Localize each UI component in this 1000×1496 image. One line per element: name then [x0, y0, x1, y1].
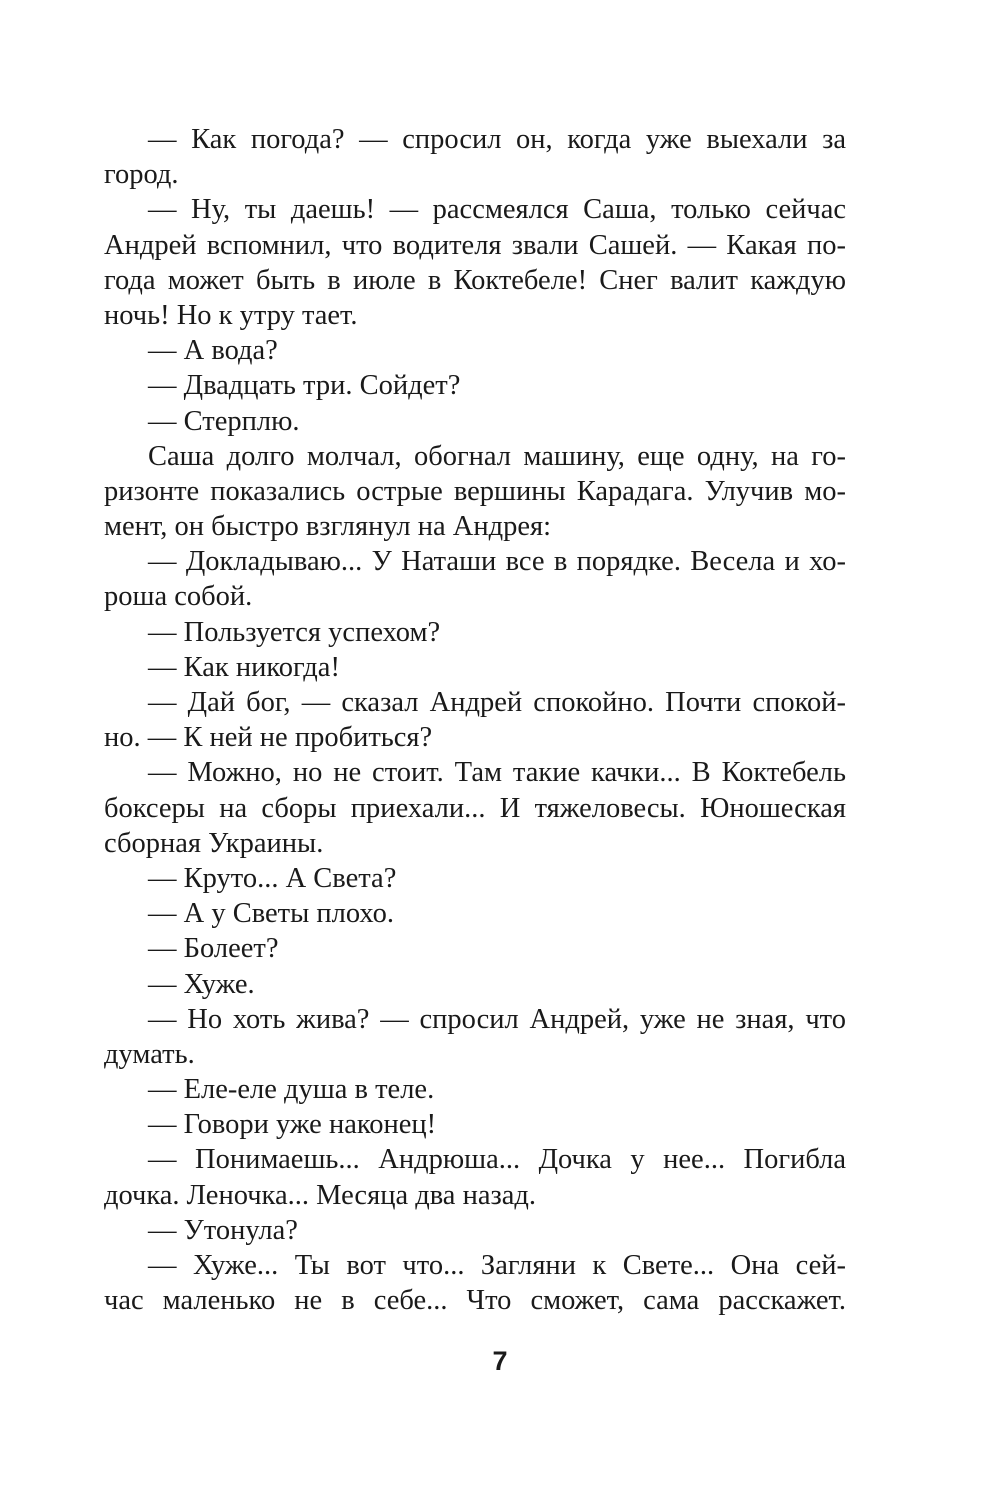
text-line-7: — А вода?	[148, 335, 278, 367]
text-line-1: — Как погода? — спросил он, когда уже выехали за	[148, 124, 846, 155]
text-line-20: боксеры на сборы приехали... И тяжеловесы. Юношеская	[104, 792, 846, 824]
text-line-22: — Круто... А Света?	[148, 862, 397, 894]
text-line-32: — Утонула?	[148, 1214, 298, 1246]
text-line-31: дочка. Леночка... Месяца два назад.	[104, 1179, 537, 1211]
text-line-12: мент, он быстро взглянул на Андрея:	[104, 511, 552, 543]
text-line-15: — Пользуется успехом?	[148, 616, 441, 648]
text-line-19: — Можно, но не стоит. Там такие качки... В Коктебель	[148, 757, 846, 789]
text-line-33: — Хуже... Ты вот что... Загляни к Свете... Она сей-	[148, 1250, 846, 1281]
text-line-4: Андрей вспомнил, что водителя звали Сашей. — Какая по-	[104, 229, 846, 261]
text-line-11: ризонте показались острые вершины Карадага. Улучив мо-	[104, 475, 846, 507]
text-line-29: — Говори уже наконец!	[148, 1109, 437, 1141]
text-line-6: ночь! Но к утру тает.	[104, 299, 358, 331]
text-line-34: час маленько не в себе... Что сможет, сама расскажет.	[104, 1285, 846, 1317]
text-line-30: — Понимаешь... Андрюша... Дочка у нее... Погибла	[148, 1144, 846, 1176]
text-line-24: — Болеет?	[148, 933, 279, 965]
text-line-2: город.	[104, 159, 179, 191]
text-line-26: — Но хоть жива? — спросил Андрей, уже не зная, что	[148, 1003, 846, 1035]
text-line-3: — Ну, ты даешь! — рассмеялся Саша, только сейчас	[148, 194, 846, 226]
text-line-17: — Дай бог, — сказал Андрей спокойно. Почти спокой-	[148, 687, 846, 718]
text-line-28: — Еле-еле душа в теле.	[148, 1074, 435, 1106]
text-line-14: роша собой.	[104, 581, 253, 613]
text-line-27: думать.	[104, 1038, 195, 1070]
text-line-23: — А у Светы плохо.	[148, 898, 394, 930]
text-line-25: — Хуже.	[148, 968, 255, 1000]
text-line-21: сборная Украины.	[104, 827, 324, 859]
text-line-8: — Двадцать три. Сойдет?	[148, 370, 461, 402]
book-page-text	[104, 122, 846, 1318]
text-line-16: — Как никогда!	[148, 651, 340, 683]
page-number: 7	[492, 1346, 508, 1376]
text-line-10: Саша долго молчал, обогнал машину, еще одну, на го-	[148, 440, 846, 472]
text-line-9: — Стерплю.	[148, 405, 300, 437]
text-line-13: — Докладываю... У Наташи все в порядке. Весела и хо-	[148, 546, 846, 578]
text-line-18: но. — К ней не пробиться?	[104, 722, 433, 754]
text-line-5: года может быть в июле в Коктебеле! Снег валит каждую	[104, 264, 846, 296]
